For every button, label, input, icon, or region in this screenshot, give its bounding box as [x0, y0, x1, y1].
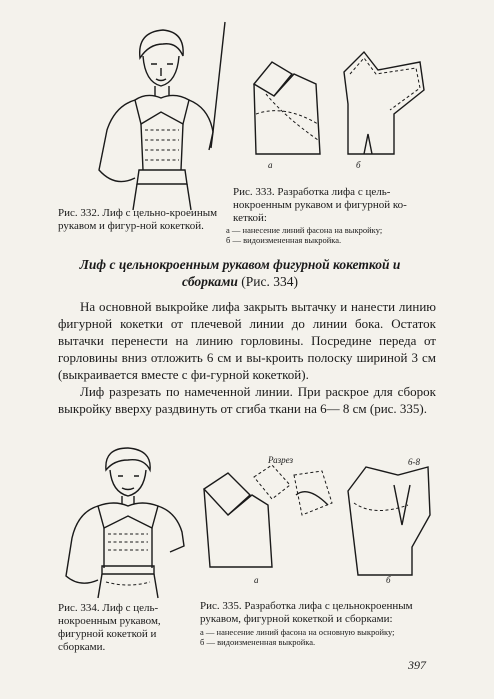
section-heading-ref: (Рис. 334)	[241, 274, 298, 289]
fig335-legend-a: а — нанесение линий фасона на основную выкройку;	[200, 627, 395, 637]
fig333-label-a: а	[268, 160, 273, 170]
fig335-caption: Рис. 335. Разработка лифа с цельнокроенным рукавом, фигурной кокеткой и сборками:	[200, 600, 413, 625]
fig333-caption: Рис. 333. Разработка лифа с цель-нокроенным рукавом и фигурной ко-кеткой:	[233, 186, 407, 224]
fig333-legend-a: а — нанесение линий фасона на выкройку;	[226, 225, 383, 235]
fig332-illustration	[85, 20, 235, 220]
section-heading	[60, 256, 420, 290]
fig334-caption: Рис. 334. Лиф с цель-нокроенным рукавом, фигурной кокеткой и сборками.	[58, 602, 161, 653]
body-text	[58, 298, 436, 417]
fig333-pattern-drawing	[244, 44, 434, 174]
fig335-pattern-drawing	[198, 455, 438, 585]
section-heading-main: Лиф с цельнокроенным рукавом фигурной кокеткой и сборками	[79, 257, 401, 289]
fig332-caption: Рис. 332. Лиф с цельно-кроеиным рукавом и фигур-ной кокеткой.	[58, 207, 218, 232]
page-number: 397	[408, 658, 426, 672]
fig335-label-razrez: Разрез	[268, 455, 294, 465]
fig334-illustration	[58, 448, 198, 598]
body-paragraph-2: Лиф разрезать по намеченной линии. При раскрое для сборок выкройку вверху раздвинуть от сгиба ткани на 6— 8 см (рис. 335).	[58, 384, 436, 416]
fig333-legend-b: б — видоизмененная выкройка.	[226, 235, 342, 245]
fig335-legend-b: б — видоизмененная выкройка.	[200, 637, 316, 647]
fig335-label-b: б	[386, 575, 391, 585]
fig335-label-68: 6-8	[408, 457, 420, 467]
fig333-label-b: б	[356, 160, 361, 170]
body-paragraph-1: На основной выкройке лифа закрыть вытачку и нанести линию фигурной кокетки от плечевой линии до линии бока. Остаток вытачки перенести на линию горловины. Посредине переда от горловины вниз отложить 6 см и вы-кроить полоску шириной 3 см (выкраивается вместе с фи-гурной кокеткой).	[58, 299, 436, 382]
fig335-label-a: а	[254, 575, 259, 585]
